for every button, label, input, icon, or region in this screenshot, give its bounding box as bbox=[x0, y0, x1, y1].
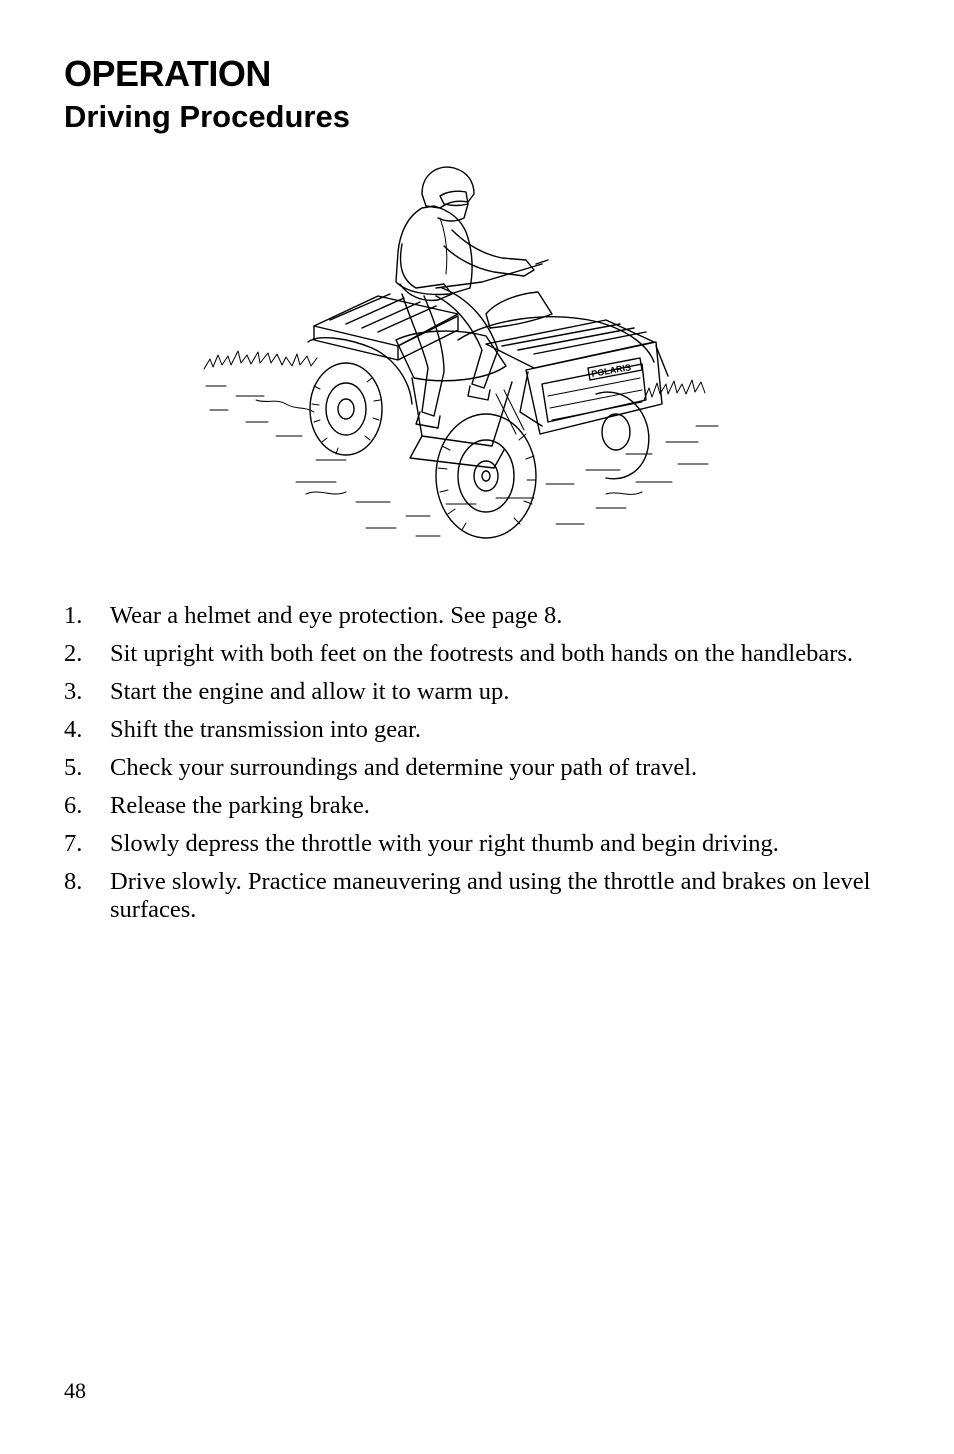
list-item bbox=[64, 754, 884, 782]
brand-label: POLARIS bbox=[590, 362, 632, 379]
step-number: 6. bbox=[64, 792, 83, 819]
list-item bbox=[64, 868, 884, 924]
step-number: 8. bbox=[64, 868, 83, 895]
list-item bbox=[64, 640, 884, 668]
ground-lines bbox=[204, 351, 718, 536]
list-item bbox=[64, 792, 884, 820]
step-number: 7. bbox=[64, 830, 83, 857]
list-item bbox=[64, 678, 884, 706]
section-title: OPERATION bbox=[64, 53, 271, 94]
driving-steps-list bbox=[64, 602, 884, 934]
step-text: Start the engine and allow it to warm up. bbox=[110, 678, 510, 705]
step-number: 4. bbox=[64, 716, 83, 743]
step-text: Sit upright with both feet on the footrests and both hands on the handlebars. bbox=[110, 640, 854, 667]
page-number: 48 bbox=[64, 1378, 86, 1403]
list-item bbox=[64, 602, 884, 630]
step-text: Wear a helmet and eye protection. See page 8. bbox=[110, 602, 563, 629]
step-number: 2. bbox=[64, 640, 83, 667]
step-text: Release the parking brake. bbox=[110, 792, 370, 819]
list-item bbox=[64, 716, 884, 744]
step-text: Drive slowly. Practice maneuvering and using the throttle and brakes on level surfaces. bbox=[110, 868, 871, 923]
page-subtitle: Driving Procedures bbox=[64, 99, 350, 134]
step-text: Check your surroundings and determine your path of travel. bbox=[110, 754, 698, 781]
step-number: 3. bbox=[64, 678, 83, 705]
list-item bbox=[64, 830, 884, 858]
rider-on-atv-illustration bbox=[196, 164, 736, 548]
atv-body bbox=[308, 260, 668, 468]
step-number: 1. bbox=[64, 602, 83, 629]
step-text: Slowly depress the throttle with your right thumb and begin driving. bbox=[110, 830, 779, 857]
rear-wheel bbox=[310, 363, 382, 455]
step-number: 5. bbox=[64, 754, 83, 781]
front-left-wheel bbox=[436, 414, 536, 538]
step-text: Shift the transmission into gear. bbox=[110, 716, 421, 743]
